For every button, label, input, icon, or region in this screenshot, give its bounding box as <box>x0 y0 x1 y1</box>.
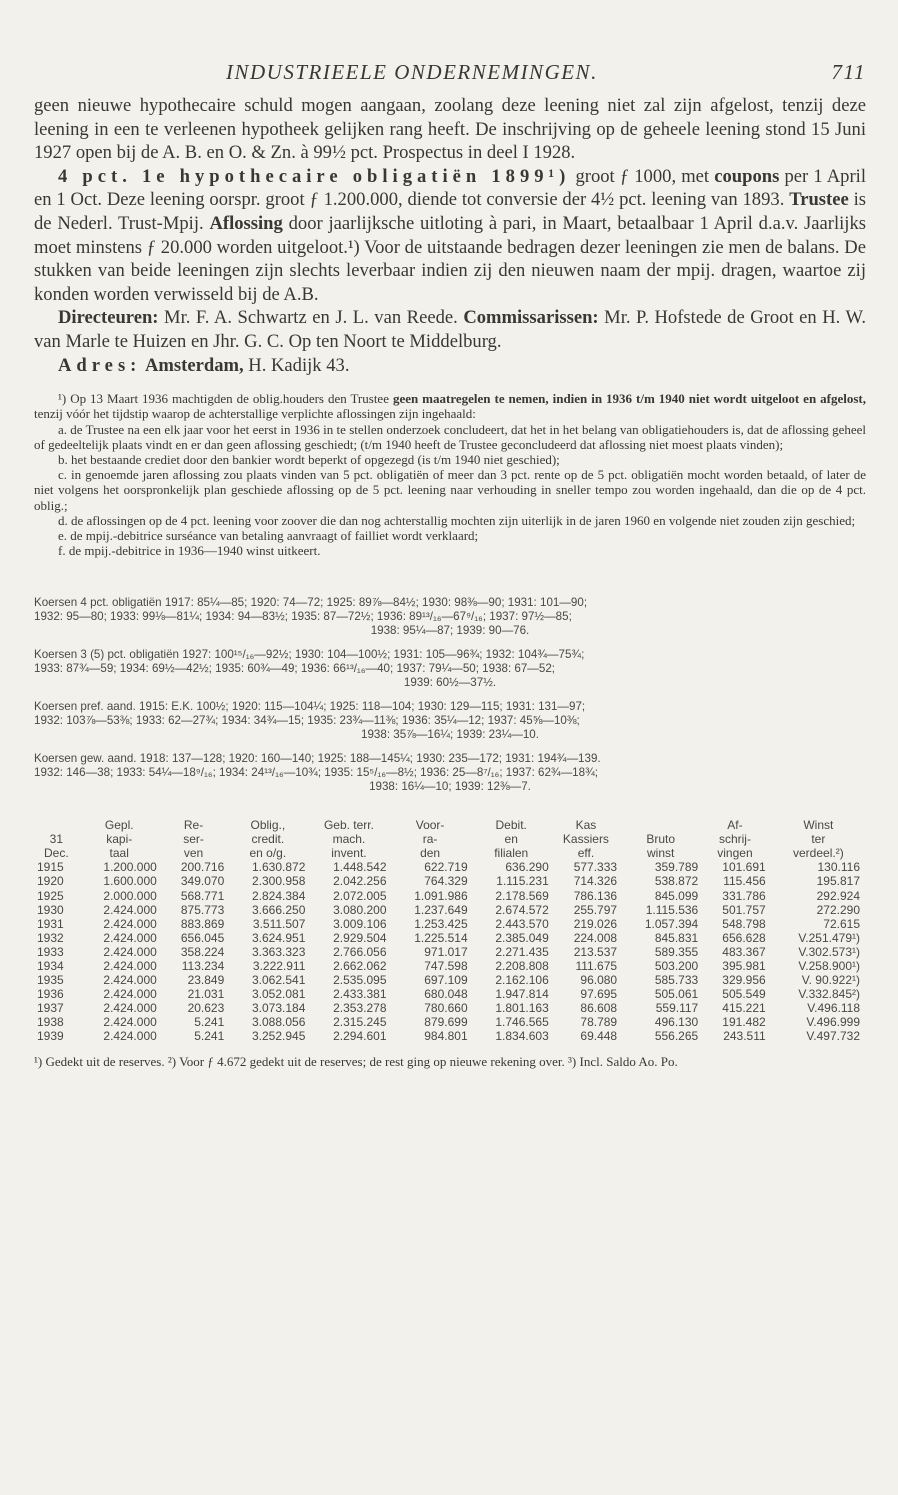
table-cell: 3.624.951 <box>252 930 306 945</box>
table-cell: 971.017 <box>424 944 468 959</box>
table-cell: 415.221 <box>722 1001 766 1016</box>
paragraph-address: Adres: Amsterdam, H. Kadijk 43. <box>58 354 350 376</box>
table-row <box>34 1015 868 1029</box>
table-row <box>34 874 868 888</box>
table-cell: 764.329 <box>424 874 468 889</box>
table-row <box>34 903 868 917</box>
table-cell: 845.831 <box>654 930 699 945</box>
table-cell: 72.615 <box>823 916 860 931</box>
table-cell: 20.623 <box>187 1001 225 1016</box>
column-header: Winst <box>803 818 834 833</box>
table-cell: 483.367 <box>722 944 766 959</box>
table-cell: 331.786 <box>722 888 766 903</box>
table-cell: 2.766.056 <box>333 944 387 959</box>
table-cell: 636.290 <box>505 860 549 875</box>
column-header <box>34 818 79 832</box>
column-header: ser- <box>183 832 204 847</box>
table-cell: 213.537 <box>573 944 618 959</box>
footnote-item-c: c. in genoemde jaren aflossing zou plaats vinden van 5 pct. obligatiën of meer dan 3 pct. rente op de 5 pct. obligatiën mocht worden betaald, of later de niet volgens het oorspronkelijk plan geschiede aflossing op de 5 pct. leening naar verhouding in sneller tempo zou worden ingehaald, dan die op de 4 pct. oblig.; <box>34 467 866 513</box>
table-cell: 111.675 <box>575 959 618 974</box>
table-cell: 1.600.000 <box>103 874 157 889</box>
table-header-row <box>34 846 868 860</box>
table-cell: 272.290 <box>816 902 860 917</box>
paragraph-2: 4 pct. 1e hypothecaire obligatiën 1899¹) groot ƒ 1000, met coupons per 1 April en 1 Oct. Deze leening oorspr. groot ƒ 1.200.000, diende tot conversie der 4½ pct. leening van 1893. Trustee is de Nederl. Trust-Mpij. Aflossing door jaarlijksche uitloting à pari, in Maart, betaalbaar 1 April d.a.v. Jaarlijks moet minstens ƒ 20.000 worden uitgeloot.¹) Voor de uitstaande bedragen dezer leeningen zie men de balans. De stukken van beide leeningen zijn slechts leverbaar indien zij den nieuwen naam der mpij. dragen, waartoe zij konden worden verwisseld bij de A.B. <box>34 165 866 305</box>
table-cell: 69.448 <box>580 1029 618 1044</box>
table-row <box>34 931 868 945</box>
table-cell: 2.178.569 <box>495 888 549 903</box>
table-cell: 2.315.245 <box>333 1015 387 1030</box>
table-cell: 2.300.958 <box>252 874 306 889</box>
table-cell: 1920 <box>37 874 64 889</box>
table-cell: 556.265 <box>654 1029 699 1044</box>
table-cell: 1915 <box>37 860 64 875</box>
table-cell: 1931 <box>37 916 64 931</box>
financial-table <box>34 818 868 1043</box>
table-row <box>34 1029 868 1043</box>
column-header: invent. <box>331 846 367 861</box>
table-cell: 2.208.808 <box>495 959 549 974</box>
column-header: Voor- <box>415 818 445 833</box>
table-cell: 2.353.278 <box>333 1001 387 1016</box>
column-header: Kassiers <box>562 832 609 847</box>
column-header: den <box>420 846 441 861</box>
table-cell: 786.136 <box>573 888 618 903</box>
table-cell: 538.872 <box>654 874 699 889</box>
footnote-item-a: a. de Trustee na een elk jaar voor het eerst in 1936 in te stellen onderzoek concludeert, dat het in het belang van obligatiehouders is, dat de aflossing geheel of gedeeltelijk plaats vindt en er dan geen aflossing geschiedt; (t/m 1940 heeft de Trustee geconcludeerd dat aflossing niet moest plaats vinden); <box>34 421 866 452</box>
table-cell: 3.062.541 <box>252 973 306 988</box>
table-row <box>34 987 868 1001</box>
column-header: Bruto <box>646 832 675 847</box>
main-text <box>34 94 866 377</box>
table-cell: 2.072.005 <box>333 888 387 903</box>
table-cell: 2.929.504 <box>333 930 387 945</box>
footnote-item-b: b. het bestaande crediet door den bankier wordt beperkt of opgezegd (is t/m 1940 niet geschied); <box>58 451 560 467</box>
column-header: Oblig., <box>250 818 286 833</box>
table-cell: 656.045 <box>180 930 225 945</box>
footnote-item-f: f. de mpij.-debitrice in 1936—1940 winst uitkeert. <box>58 543 321 559</box>
table-cell: 21.031 <box>187 987 225 1002</box>
table-cell: 2.424.000 <box>103 959 157 974</box>
table-cell: 358.224 <box>180 944 225 959</box>
column-header: Re- <box>183 818 204 833</box>
table-cell: 577.333 <box>573 860 618 875</box>
table-cell: 5.241 <box>194 1029 225 1044</box>
table-cell: 2.424.000 <box>103 944 157 959</box>
column-header: Geb. terr. <box>323 818 374 833</box>
table-cell: 559.117 <box>655 1001 699 1016</box>
table-cell: 3.009.106 <box>333 916 387 931</box>
table-cell: 879.699 <box>424 1015 468 1030</box>
table-cell: 2.424.000 <box>103 973 157 988</box>
quotation-3-5pct: Koersen 3 (5) pct. obligatiën 1927: 100¹⁵/₁₆—92½; 1930: 104—100½; 1931: 105—96¾; 1932: 104¾—75¾; 1933: 87¾—59; 1934: 69½—42½; 1935: 60¾—49; 1936: 66¹³/₁₆—40; 1937: 79¼—50; 1938: 67—52; 1939: 60½—37½. <box>34 648 585 690</box>
table-cell: 2.000.000 <box>103 888 157 903</box>
table-cell: 2.424.000 <box>103 987 157 1002</box>
paragraph-directors: Directeuren: Mr. F. A. Schwartz en J. L. van Reede. Commissarissen: Mr. P. Hofstede de Groot en H. W. van Marle te Huizen en Jhr. G. C. Op ten Noort te Middelburg. <box>34 307 866 352</box>
table-cell: 255.797 <box>573 902 618 917</box>
table-cell: 1.253.425 <box>414 916 468 931</box>
table-cell: 697.109 <box>424 973 468 988</box>
column-header: en o/g. <box>249 846 287 861</box>
column-header: mach. <box>332 832 366 847</box>
table-cell: V. 90.922¹) <box>801 973 860 988</box>
table-cell: 1939 <box>37 1029 64 1044</box>
table-cell: 3.252.945 <box>252 1029 306 1044</box>
table-row <box>34 973 868 987</box>
table-header-row <box>34 818 868 832</box>
table-cell: 2.042.256 <box>333 874 387 889</box>
table-cell: 2.424.000 <box>103 1001 157 1016</box>
table-cell: 200.716 <box>180 860 225 875</box>
table-cell: 96.080 <box>580 973 618 988</box>
table-cell: 845.099 <box>654 888 699 903</box>
table-cell: 78.789 <box>580 1015 618 1030</box>
quotation-pref: Koersen pref. aand. 1915: E.K. 100½; 1920: 115—104¼; 1925: 118—104; 1930: 129—115; 1931: 131—97; 1932: 103⅞—53⅜; 1933: 62—27¾; 1934: 34¾—15; 1935: 23¾—11⅜; 1936: 35¼—12; 1937: 45⅝—10⅜; 1938: 35⅞—16¼; 1939: 23¼—10. <box>34 700 586 742</box>
table-cell: 1.200.000 <box>103 860 157 875</box>
column-header: ven <box>183 846 204 861</box>
table-cell: 115.456 <box>723 874 766 889</box>
table-cell: 568.771 <box>180 888 225 903</box>
table-cell: V.251.479¹) <box>798 930 860 945</box>
bond-heading: 4 pct. 1e hypothecaire obligatiën 1899¹) <box>58 165 571 187</box>
table-cell: 2.424.000 <box>103 902 157 917</box>
table-cell: 2.271.435 <box>495 944 549 959</box>
table-cell: V.258.900¹) <box>798 959 860 974</box>
table-cell: V.302.573¹) <box>798 944 860 959</box>
quotation-4pct: Koersen 4 pct. obligatiën 1917: 85¼—85; 1920: 74—72; 1925: 89⅞—84½; 1930: 98⅜—90; 1931: 101—90; 1932: 95—80; 1933: 99⅛—81¼; 1934: 94—83½; 1935: 87—72½; 1936: 89¹³/₁₆—67⁹/₁₆; 1937: 97½—85; 1938: 95¼—87; 1939: 90—76. <box>34 596 588 638</box>
table-cell: 130.116 <box>817 860 860 875</box>
table-cell: 1.237.649 <box>414 902 468 917</box>
table-cell: 3.080.200 <box>333 902 387 917</box>
table-cell: 1934 <box>37 959 64 974</box>
table-cell: 1936 <box>37 987 64 1002</box>
table-cell: 113.234 <box>181 959 225 974</box>
table-cell: 3.511.507 <box>252 916 306 931</box>
table-row <box>34 889 868 903</box>
table-cell: 2.443.570 <box>495 916 549 931</box>
paragraph-1: geen nieuwe hypothecaire schuld mogen aangaan, zoolang deze leening niet zal zijn afgelost, tenzij deze leening in een te verleenen hypotheek gelijken rang heeft. De inschrijving op de geheele leening stond 15 Juni 1927 open bij de A. B. en O. & Zn. à 99½ pct. Prospectus in deel I 1928. <box>34 95 866 164</box>
table-cell: 2.824.384 <box>252 888 306 903</box>
table-cell: 292.924 <box>816 888 860 903</box>
table-cell: 1.630.872 <box>252 860 306 875</box>
table-cell: 548.798 <box>722 916 766 931</box>
column-header: 31 <box>49 832 64 847</box>
table-cell: 1933 <box>37 944 64 959</box>
table-cell: 3.073.184 <box>252 1001 306 1016</box>
table-cell: 3.088.056 <box>252 1015 306 1030</box>
footnote-item-d: d. de aflossingen op de 4 pct. leening voor zoover die dan nog achterstallig mochten zijn uiterlijk in de jaren 1960 en volgende niet zouden zijn geschied; <box>58 512 856 528</box>
table-cell: 1.091.986 <box>414 888 468 903</box>
table-row <box>34 945 868 959</box>
table-cell: 2.294.601 <box>333 1029 387 1044</box>
table-cell: 1932 <box>37 930 64 945</box>
page-number: 711 <box>831 60 866 84</box>
column-header: credit. <box>251 832 285 847</box>
table-cell: 86.608 <box>580 1001 618 1016</box>
table-cell: 1930 <box>37 902 64 917</box>
table-cell: 589.355 <box>654 944 699 959</box>
table-header <box>34 818 868 860</box>
table-cell: 2.433.381 <box>333 987 387 1002</box>
table-cell: 359.789 <box>654 860 699 875</box>
table-cell: 2.424.000 <box>103 1015 157 1030</box>
column-header: Debit. <box>495 818 527 833</box>
footnote-1: ¹) Op 13 Maart 1936 machtigden de oblig.houders den Trustee geen maatregelen te nemen, indien in 1936 t/m 1940 niet wordt uitgeloot en afgelost, tenzij vóór het tijdstip waarop de achterstallige verplichte aflossingen zijn ingehaald: a. de Trustee na een elk jaar voor het eerst in 1936 in te stellen onderzoek concludeert, dat het in het belang van obligatiehouders is, dat de aflossing geheel of gedeeltelijk plaats vindt en er dan geen aflossing geschiedt; (t/m 1940 heeft de Trustee geconcludeerd dat aflossing niet moest plaats vinden); b. het bestaande crediet door den bankier wordt beperkt of opgezegd (is t/m 1940 niet geschied); c. in genoemde jaren aflossing zou plaats vinden van 5 pct. obligatiën of meer dan 3 pct. rente op de 5 pct. obligatiën mocht worden betaald, of later de niet volgens het oorspronkelijk plan geschiede aflossing op de 5 pct. leening naar verhouding in sneller tempo zou worden ingehaald, dan die op de 4 pct. oblig.; d. de aflossingen op de 4 pct. leening voor zoover die dan nog achterstallig mochten zijn uiterlijk in de jaren 1960 en volgende niet zouden zijn geschied; e. de mpij.-debitrice surséance van betaling aanvraagt of failliet wordt verklaard; f. de mpij.-debitrice in 1936—1940 winst uitkeert. <box>34 391 866 559</box>
table-cell: V.496.118 <box>807 1001 860 1016</box>
table-cell: V.332.845²) <box>798 987 860 1002</box>
column-header: eff. <box>577 846 595 861</box>
column-header: Dec. <box>43 846 69 861</box>
page-header <box>34 60 866 94</box>
column-header: winst <box>646 846 675 861</box>
table-cell: 503.200 <box>654 959 699 974</box>
table-row <box>34 959 868 973</box>
table-cell: 3.052.081 <box>252 987 306 1002</box>
table-cell: 3.222.911 <box>252 959 306 974</box>
table-cell: 1.947.814 <box>495 987 549 1002</box>
table-cell: 505.549 <box>722 987 766 1002</box>
table-cell: 680.048 <box>424 987 468 1002</box>
table-cell: 329.956 <box>722 973 766 988</box>
table-cell: 395.981 <box>722 959 766 974</box>
table-cell: 3.666.250 <box>252 902 306 917</box>
table-cell: 2.424.000 <box>103 930 157 945</box>
table-cell: 5.241 <box>194 1015 225 1030</box>
table-cell: 3.363.323 <box>252 944 306 959</box>
table-cell: 1.801.163 <box>495 1001 549 1016</box>
table-cell: V.496.999 <box>806 1015 860 1030</box>
table-cell: 1.746.565 <box>495 1015 549 1030</box>
table-cell: 984.801 <box>424 1029 468 1044</box>
table-cell: 883.869 <box>180 916 225 931</box>
table-cell: 2.424.000 <box>103 1029 157 1044</box>
table-cell: 219.026 <box>573 916 618 931</box>
column-header: verdeel.²) <box>793 846 844 861</box>
table-cell: 1925 <box>37 888 64 903</box>
table-cell: 1938 <box>37 1015 64 1030</box>
table-cell: 505.061 <box>654 987 699 1002</box>
column-header: filialen <box>494 846 529 861</box>
table-cell: 224.008 <box>573 930 618 945</box>
table-cell: 191.482 <box>722 1015 766 1030</box>
table-cell: 747.598 <box>424 959 468 974</box>
table-row <box>34 917 868 931</box>
table-header-row <box>34 832 868 846</box>
table-cell: 780.660 <box>424 1001 468 1016</box>
table-cell: 1937 <box>37 1001 64 1016</box>
column-header: taal <box>109 846 129 861</box>
column-header: Af- <box>727 818 743 833</box>
table-cell: 496.130 <box>654 1015 699 1030</box>
table-cell: 1.115.536 <box>645 902 699 917</box>
table-cell: 23.849 <box>187 973 225 988</box>
table-cell: 656.628 <box>722 930 766 945</box>
table-row <box>34 860 868 874</box>
column-header: en <box>504 832 518 847</box>
column-header: ra- <box>422 832 438 847</box>
table-cell: 2.674.572 <box>495 902 549 917</box>
table-cell: 101.691 <box>722 860 766 875</box>
column-header: Gepl. <box>104 818 134 833</box>
table-cell: 2.662.062 <box>333 959 387 974</box>
column-header: ter <box>811 832 826 847</box>
column-header: kapi- <box>106 832 133 847</box>
table-cell: 243.511 <box>723 1029 766 1044</box>
table-cell: 1.057.394 <box>644 916 699 931</box>
table-cell: 1.834.603 <box>495 1029 549 1044</box>
table-cell: 97.695 <box>580 987 618 1002</box>
table-cell: 2.385.049 <box>495 930 549 945</box>
column-header: schrij- <box>718 832 751 847</box>
column-header <box>620 818 701 832</box>
table-cell: 2.162.106 <box>495 973 549 988</box>
table-cell: 875.773 <box>180 902 225 917</box>
table-footnotes: ¹) Gedekt uit de reserves. ²) Voor ƒ 4.672 gedekt uit de reserves; de rest ging op nieuwe rekening over. ³) Incl. Saldo Ao. Po. <box>34 1053 678 1069</box>
table-cell: 622.719 <box>424 860 468 875</box>
column-header: vingen <box>717 846 753 861</box>
table-cell: 501.757 <box>722 902 766 917</box>
table-cell: 1.225.514 <box>414 930 468 945</box>
table-cell: 1.115.231 <box>496 874 549 889</box>
running-title: INDUSTRIEELE ONDERNEMINGEN. <box>226 60 598 84</box>
table-cell: 714.326 <box>573 874 618 889</box>
table-cell: 1935 <box>37 973 64 988</box>
table-body <box>34 860 868 1043</box>
table-cell: 2.535.095 <box>333 973 387 988</box>
table-row <box>34 1001 868 1015</box>
table-cell: 585.733 <box>654 973 699 988</box>
table-cell: 195.817 <box>816 874 860 889</box>
table-cell: V.497.732 <box>806 1029 860 1044</box>
quotation-gew: Koersen gew. aand. 1918: 137—128; 1920: 160—140; 1925: 188—145¼; 1930: 235—172; 1931: 194¾—139. 1932: 146—38; 1933: 54¼—18⁹/₁₆; 1934: 24¹³/₁₆—10¾; 1935: 15⁵/₁₆—8½; 1936: 25—8⁷/₁₆; 1937: 62¾—18¾; 1938: 16¼—10; 1939: 12⅜—7. <box>34 752 601 794</box>
footnote-item-e: e. de mpij.-debitrice surséance van betaling aanvraagt of failliet wordt verklaard; <box>58 527 479 543</box>
table-cell: 349.070 <box>180 874 225 889</box>
price-quotations <box>34 596 866 794</box>
table-cell: 2.424.000 <box>103 916 157 931</box>
table-cell: 1.448.542 <box>333 860 387 875</box>
column-header: Kas <box>575 818 597 833</box>
